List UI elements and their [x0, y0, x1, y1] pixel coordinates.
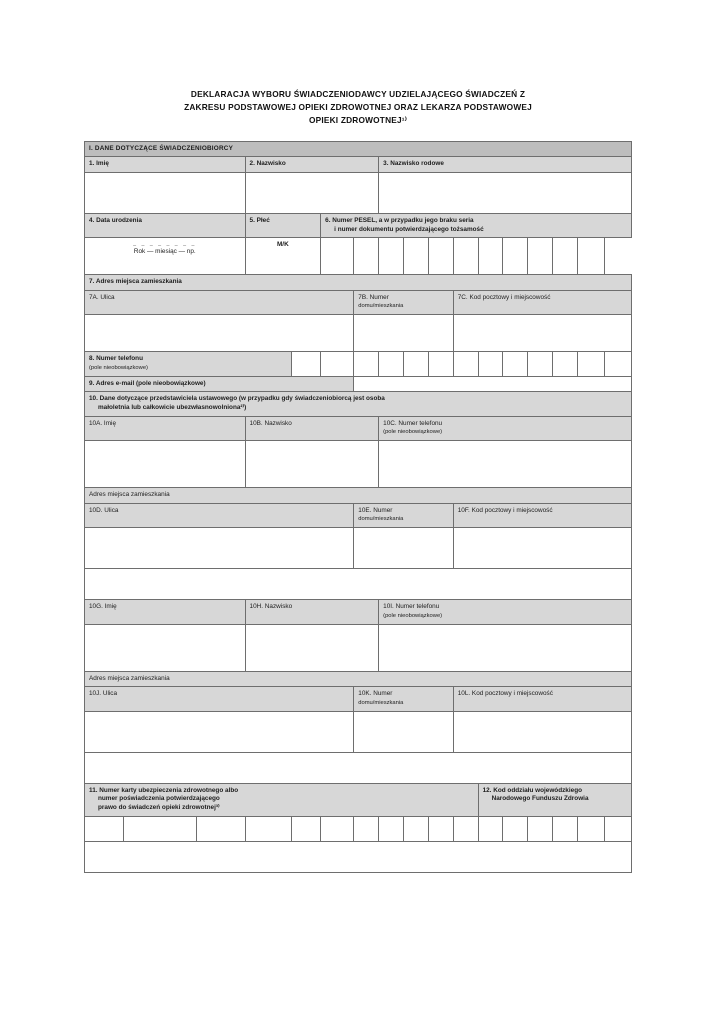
- phone-box-7[interactable]: [453, 352, 478, 376]
- label-guardian2-first-name: 10G. Imię: [85, 600, 246, 624]
- birth-date-ticks: _ _ _ _ _ _ _ _: [133, 241, 197, 248]
- phone-box-2[interactable]: [321, 352, 354, 376]
- card-box-4[interactable]: [245, 816, 292, 841]
- input-guardian1-postal-city[interactable]: [453, 528, 631, 569]
- nfz-box-3[interactable]: [528, 816, 553, 841]
- label-guardian2-phone-line1: 10I. Numer telefonu: [383, 603, 440, 611]
- input-guardian2-street[interactable]: [85, 711, 354, 752]
- label-guardian2-house-line1: 10K. Numer: [358, 690, 393, 698]
- label-guardian1-postal-city: 10F. Kod pocztowy i miejscowość: [453, 503, 631, 527]
- card-box-1[interactable]: [85, 816, 124, 841]
- phone-box-3[interactable]: [354, 352, 379, 376]
- label-guardian1-address: Adres miejsca zamieszkania: [85, 488, 632, 504]
- label-pesel: [321, 213, 632, 237]
- input-guardian1-street[interactable]: [85, 528, 354, 569]
- label-guardian2-postal-city: 10L. Kod pocztowy i miejscowość: [453, 687, 631, 711]
- input-sex[interactable]: M/K: [245, 238, 321, 275]
- phone-box-13[interactable]: [604, 352, 631, 376]
- phone-box-6[interactable]: [428, 352, 453, 376]
- document-title: [84, 88, 632, 127]
- birth-date-hint: Rok — miesiąc — np.: [133, 248, 196, 256]
- label-email: 9. Adres e-mail (pole nieobowiązkowe): [85, 376, 354, 392]
- label-guardian2-house-line2: domu/mieszkania: [358, 699, 404, 706]
- label-guardian1-phone-line2: (pole nieobowiązkowe): [383, 429, 443, 436]
- title-line-3: OPIEKI ZDROWOTNEJ¹⁾: [308, 114, 408, 125]
- label-pesel-line1: 6. Numer PESEL, a w przypadku jego braku seria: [325, 216, 474, 224]
- label-insurance-card-line3: prawo do świadczeń opieki zdrowotnej³⁾: [98, 803, 220, 811]
- phone-box-10[interactable]: [528, 352, 553, 376]
- label-guardian2-phone: [379, 600, 632, 624]
- label-guardian1-first-name: 10A. Imię: [85, 416, 246, 440]
- nfz-box-2[interactable]: [503, 816, 528, 841]
- input-email[interactable]: [354, 376, 632, 392]
- label-maiden-name: 3. Nazwisko rodowe: [379, 157, 632, 173]
- label-guardian-line2: małoletnia lub całkowicie ubezwłasnowolniona²⁾): [98, 403, 247, 411]
- label-guardian1-house-line1: 10E. Numer: [358, 506, 393, 514]
- label-guardian1-house-number: [354, 503, 453, 527]
- pesel-box-9[interactable]: [528, 238, 553, 275]
- label-guardian2-street: 10J. Ulica: [85, 687, 354, 711]
- input-house-number[interactable]: [354, 315, 453, 352]
- input-birth-date[interactable]: [85, 238, 246, 275]
- label-legal-guardian-section: [85, 392, 632, 416]
- nfz-box-6[interactable]: [604, 816, 631, 841]
- pesel-box-10[interactable]: [553, 238, 578, 275]
- phone-box-12[interactable]: [578, 352, 605, 376]
- label-last-name: 2. Nazwisko: [245, 157, 379, 173]
- phone-box-4[interactable]: [379, 352, 404, 376]
- label-first-name: 1. Imię: [85, 157, 246, 173]
- phone-box-11[interactable]: [553, 352, 578, 376]
- label-phone-line2: (pole nieobowiązkowe): [89, 364, 148, 371]
- phone-box-8[interactable]: [478, 352, 503, 376]
- label-guardian1-phone-line1: 10C. Numer telefonu: [383, 419, 443, 427]
- input-guardian1-first-name[interactable]: [85, 441, 246, 488]
- nfz-box-4[interactable]: [553, 816, 578, 841]
- card-box-9[interactable]: [404, 816, 429, 841]
- input-guardian2-first-name[interactable]: [85, 624, 246, 671]
- input-guardian2-phone[interactable]: [379, 624, 632, 671]
- title-line-2: ZAKRESU PODSTAWOWEJ OPIEKI ZDROWOTNEJ ORAZ LEKARZA PODSTAWOWEJ: [184, 101, 532, 112]
- label-guardian-line1: 10. Dane dotyczące przedstawiciela ustawowego (w przypadku gdy świadczeniobiorcą jest osoba: [89, 395, 385, 403]
- input-guardian2-last-name[interactable]: [245, 624, 379, 671]
- label-guardian2-house-number: [354, 687, 453, 711]
- input-guardian2-postal-city[interactable]: [453, 711, 631, 752]
- pesel-box-4[interactable]: [404, 238, 429, 275]
- phone-box-1[interactable]: [292, 352, 321, 376]
- label-insurance-card-line2: numer poświadczenia potwierdzającego: [98, 795, 220, 803]
- card-box-3[interactable]: [196, 816, 245, 841]
- card-box-2[interactable]: [124, 816, 197, 841]
- label-guardian1-street: 10D. Ulica: [85, 503, 354, 527]
- form-container: [84, 88, 632, 873]
- pesel-box-3[interactable]: [379, 238, 404, 275]
- label-guardian1-phone: [379, 416, 632, 440]
- label-nfz-line1: 12. Kod oddziału wojewódzkiego: [482, 786, 582, 794]
- label-insurance-card: [85, 783, 479, 816]
- pesel-box-7[interactable]: [478, 238, 503, 275]
- input-guardian1-phone[interactable]: [379, 441, 632, 488]
- label-guardian1-last-name: 10B. Nazwisko: [245, 416, 379, 440]
- declaration-form-table: [84, 141, 632, 873]
- title-line-1: DEKLARACJA WYBORU ŚWIADCZENIODAWCY UDZIELAJĄCEGO ŚWIADCZEŃ Z: [190, 89, 526, 99]
- label-street: 7A. Ulica: [85, 290, 354, 314]
- label-guardian1-house-line2: domu/mieszkania: [358, 516, 404, 523]
- label-guardian2-phone-line2: (pole nieobowiązkowe): [383, 612, 443, 619]
- label-guardian2-address: Adres miejsca zamieszkania: [85, 671, 632, 687]
- input-street[interactable]: [85, 315, 354, 352]
- card-box-6[interactable]: [321, 816, 354, 841]
- label-address-section: 7. Adres miejsca zamieszkania: [85, 275, 632, 291]
- label-house-number: [354, 290, 453, 314]
- label-guardian2-last-name: 10H. Nazwisko: [245, 600, 379, 624]
- pesel-box-8[interactable]: [503, 238, 528, 275]
- label-house-number-line2: domu/mieszkania: [358, 303, 404, 310]
- pesel-box-2[interactable]: [354, 238, 379, 275]
- pesel-box-1[interactable]: [321, 238, 354, 275]
- pesel-box-6[interactable]: [453, 238, 478, 275]
- input-last-name[interactable]: [245, 172, 379, 213]
- card-box-5[interactable]: [292, 816, 321, 841]
- section-i-heading: I. DANE DOTYCZĄCE ŚWIADCZENIOBIORCY: [85, 141, 632, 157]
- input-postal-city[interactable]: [453, 315, 631, 352]
- label-phone: [85, 352, 292, 376]
- nfz-box-5[interactable]: [578, 816, 605, 841]
- pesel-box-5[interactable]: [428, 238, 453, 275]
- phone-box-5[interactable]: [404, 352, 429, 376]
- card-box-8[interactable]: [379, 816, 404, 841]
- label-nfz-line2: Narodowego Funduszu Zdrowia: [491, 795, 589, 803]
- spacer-block-1: [85, 569, 632, 600]
- nfz-box-1[interactable]: [478, 816, 503, 841]
- input-first-name[interactable]: [85, 172, 246, 213]
- card-box-7[interactable]: [354, 816, 379, 841]
- label-house-number-line1: 7B. Numer: [358, 293, 389, 301]
- label-pesel-line2: i numer dokumentu potwierdzającego tożsamość: [334, 225, 484, 233]
- card-box-10[interactable]: [428, 816, 453, 841]
- input-guardian2-house-number[interactable]: [354, 711, 453, 752]
- spacer-block-2: [85, 752, 632, 783]
- card-box-11[interactable]: [453, 816, 478, 841]
- input-maiden-name[interactable]: [379, 172, 632, 213]
- label-sex: 5. Płeć: [245, 213, 321, 237]
- pesel-box-11[interactable]: [578, 238, 605, 275]
- input-guardian1-last-name[interactable]: [245, 441, 379, 488]
- input-guardian1-house-number[interactable]: [354, 528, 453, 569]
- label-insurance-card-line1: 11. Numer karty ubezpieczenia zdrowotnego albo: [89, 786, 239, 794]
- label-phone-line1: 8. Numer telefonu: [89, 355, 143, 363]
- label-nfz-branch-code: [478, 783, 631, 816]
- label-postal-city: 7C. Kod pocztowy i miejscowość: [453, 290, 631, 314]
- phone-box-9[interactable]: [503, 352, 528, 376]
- trailing-empty-row: [85, 841, 632, 872]
- label-birth-date: 4. Data urodzenia: [85, 213, 246, 237]
